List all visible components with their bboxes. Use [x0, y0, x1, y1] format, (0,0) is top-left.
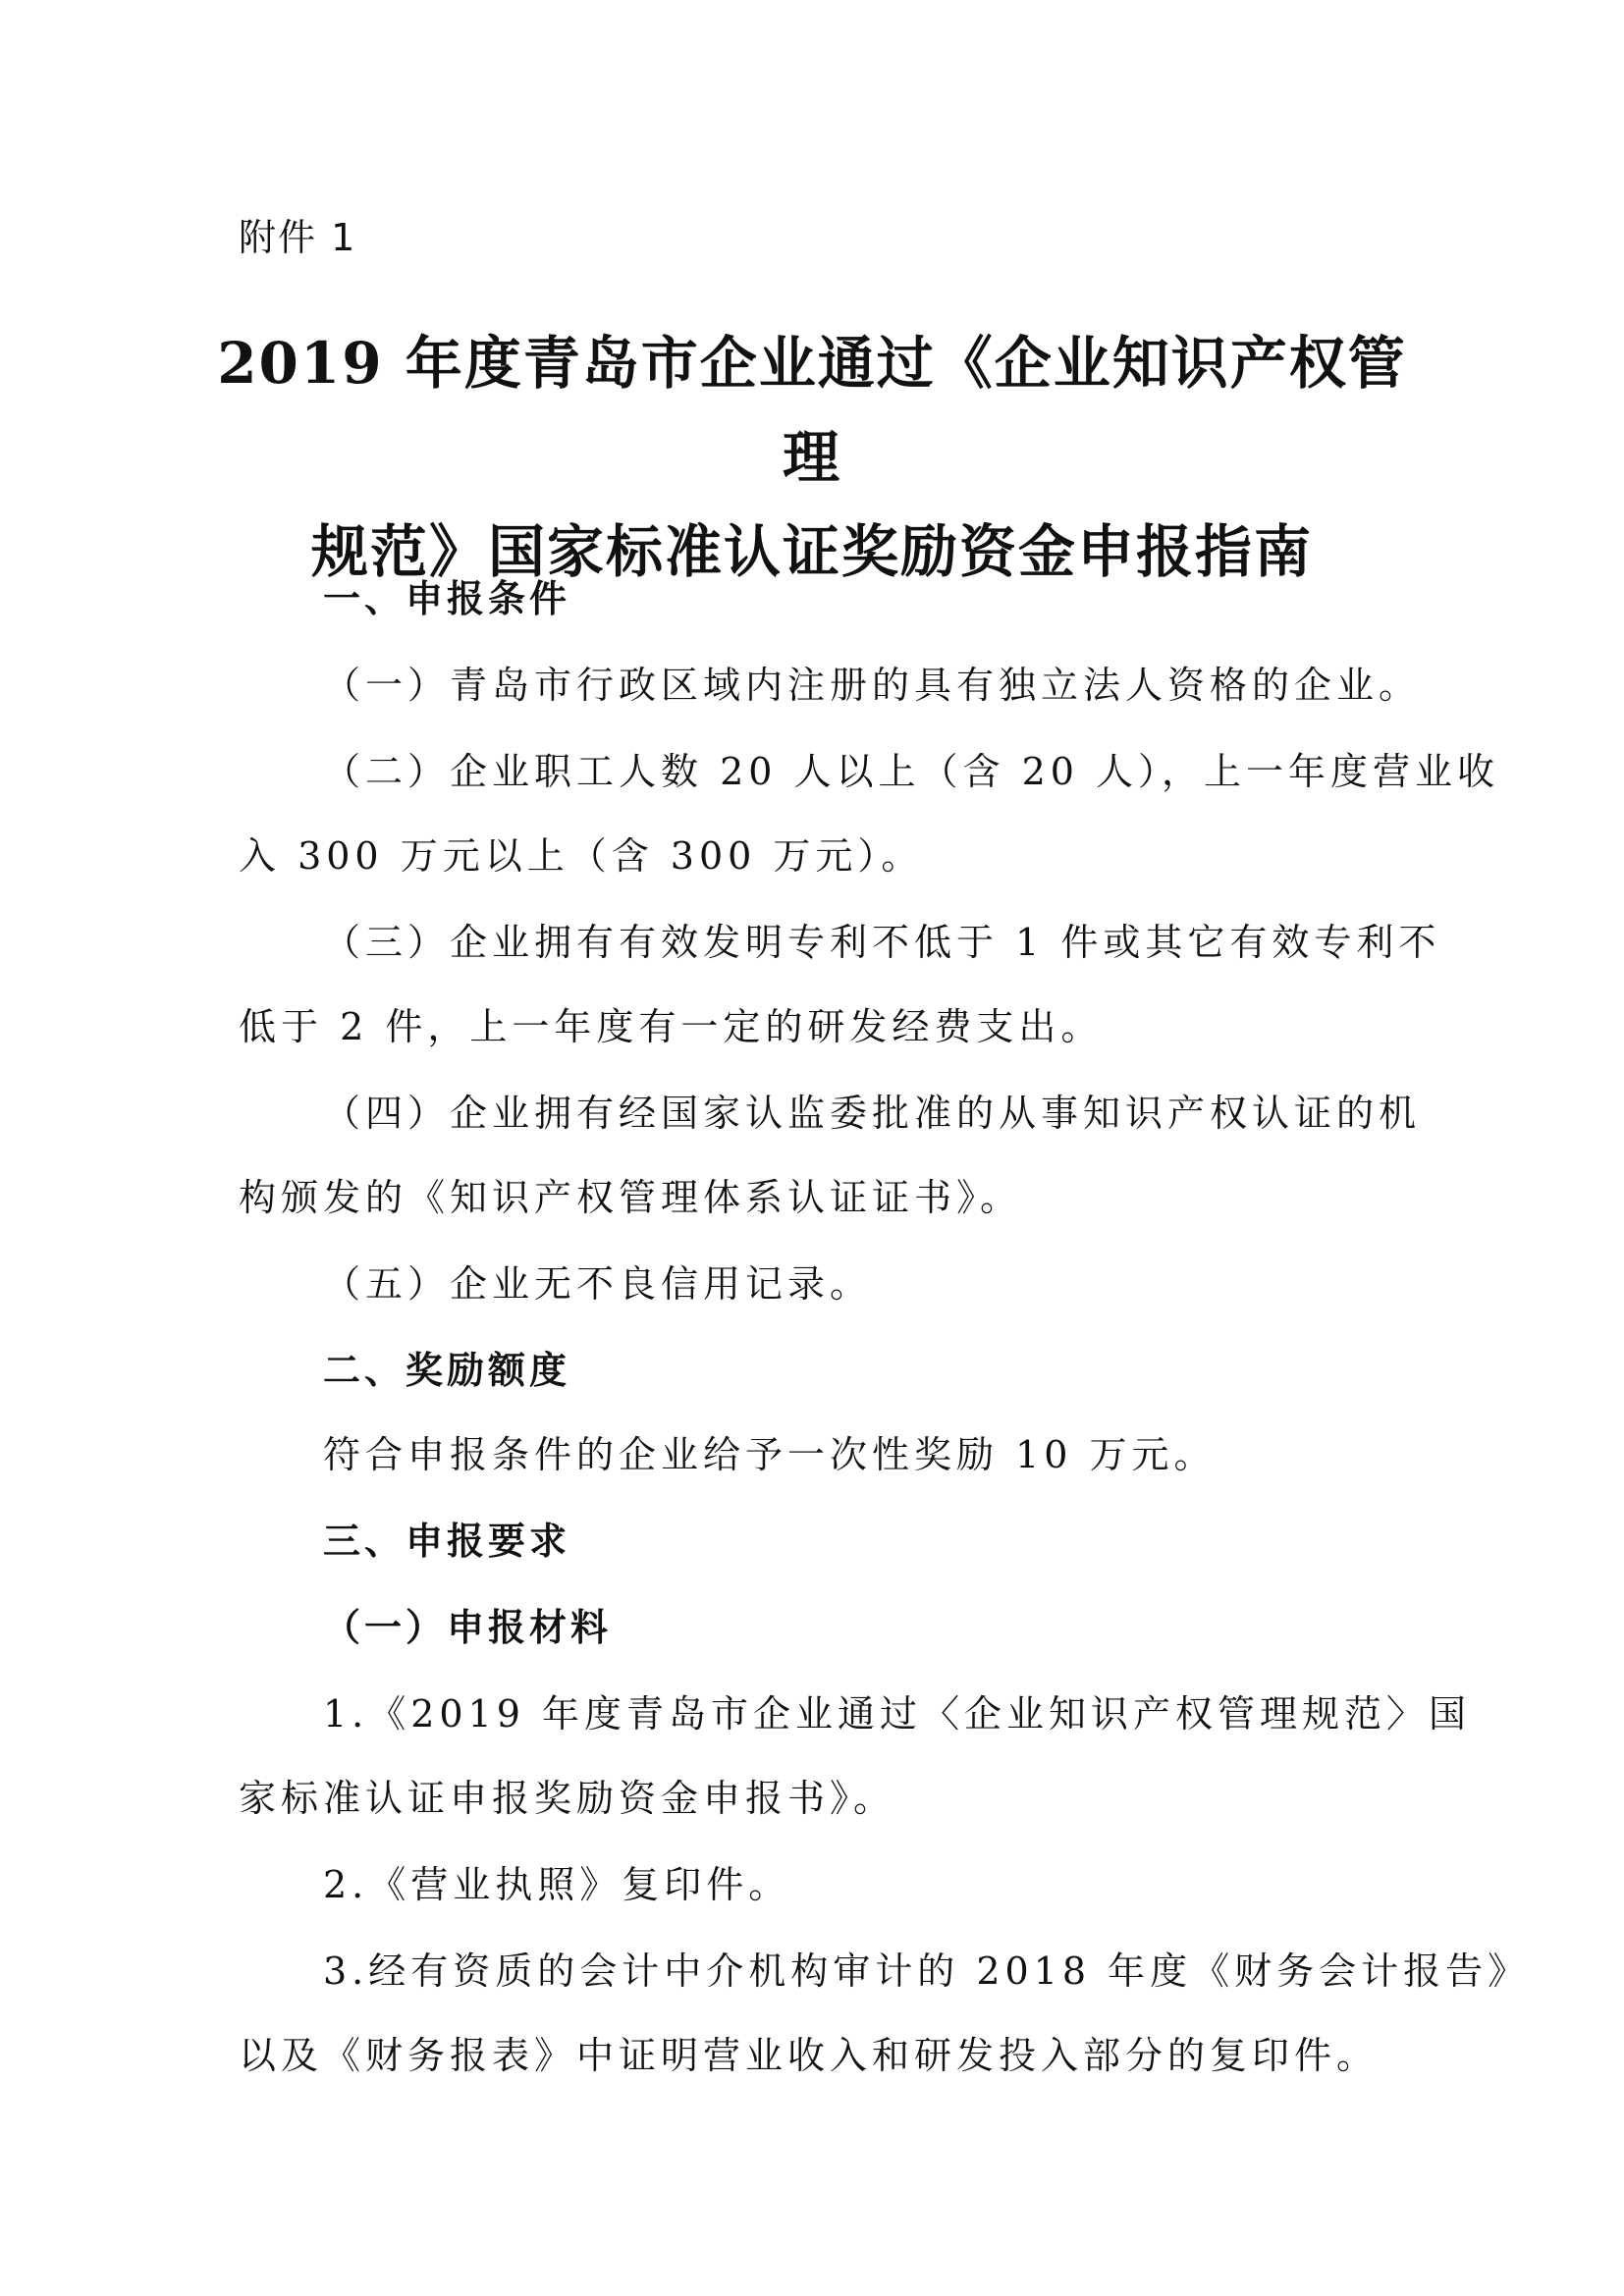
title-line-2: 规范》国家标准认证奖励资金申报指南 [310, 518, 1313, 585]
condition-1: （一）青岛市行政区域内注册的具有独立法人资格的企业。 [323, 664, 1422, 707]
attachment-label: 附件 1 [239, 216, 357, 259]
material-1-line-2: 家标准认证申报奖励资金申报书》。 [239, 1777, 896, 1820]
material-3-line-2: 以及《财务报表》中证明营业收入和研发投入部分的复印件。 [239, 2034, 1380, 2077]
title-line-1: 2019 年度青岛市企业通过《企业知识产权管理 [217, 330, 1407, 491]
material-1-line-1: 1.《2019 年度青岛市企业通过〈企业知识产权管理规范〉国 [323, 1692, 1472, 1735]
condition-2-line-2: 入 300 万元以上（含 300 万元）。 [239, 834, 924, 878]
condition-3-line-2: 低于 2 件，上一年度有一定的研发经费支出。 [239, 1005, 1104, 1048]
material-3-line-1: 3.经有资质的会计中介机构审计的 2018 年度《财务会计报告》 [323, 1949, 1531, 1993]
material-2: 2.《营业执照》复印件。 [323, 1863, 791, 1906]
section-heading-reward: 二、奖励额度 [323, 1349, 571, 1392]
reward-text: 符合申报条件的企业给予一次性奖励 10 万元。 [323, 1433, 1217, 1476]
condition-2-line-1: （二）企业职工人数 20 人以上（含 20 人），上一年度营业收 [323, 750, 1500, 793]
condition-5: （五）企业无不良信用记录。 [323, 1262, 873, 1306]
subheading-materials: （一）申报材料 [323, 1606, 613, 1649]
condition-3-line-1: （三）企业拥有有效发明专利不低于 1 件或其它有效专利不 [323, 921, 1441, 964]
condition-4-line-2: 构颁发的《知识产权管理体系认证证书》。 [239, 1176, 1023, 1219]
document-title [196, 316, 1428, 599]
section-heading-requirements: 三、申报要求 [323, 1520, 571, 1563]
section-heading-conditions: 一、申报条件 [323, 577, 571, 620]
condition-4-line-1: （四）企业拥有经国家认监委批准的从事知识产权认证的机 [323, 1092, 1422, 1135]
